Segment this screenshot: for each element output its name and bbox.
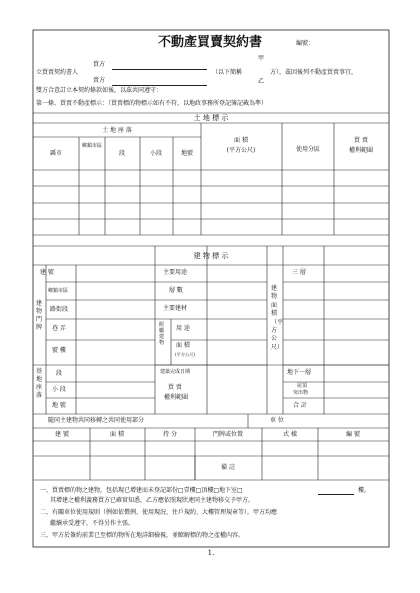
- basement-label: 地下一層: [287, 369, 312, 376]
- land-section-header: 土 地 標 示: [193, 114, 229, 122]
- base-section-label: 段: [56, 370, 63, 377]
- attached-area-label: 面 積: [176, 342, 190, 349]
- note-1-text-2: 其增建之權利義務買方已確實知悉，乙方應依照現狀連同主建物移交予甲方。: [50, 497, 255, 504]
- land-col-rights-2: 權利範圍: [348, 147, 374, 154]
- parking-label: 車 位: [270, 417, 284, 424]
- article-1-text: 第一條、買賣不動產標示：（買賣標的物標示如有不符，以地政事務所登記簿記載為準）: [36, 100, 268, 107]
- short-name-end-text: 方），茲因後列不動產買賣事宜，: [270, 69, 358, 76]
- note-1-text-end: 樓，: [358, 487, 371, 494]
- building-section-header: 建 物 標 示: [193, 252, 229, 260]
- land-location-group: 土 地 座 落: [102, 127, 132, 134]
- land-col-subsection: 小段: [149, 150, 163, 157]
- rooftop-label: 屋頂: [297, 383, 308, 389]
- shared-col-style: 式 樣: [283, 431, 297, 438]
- seller-label: 賣方: [93, 77, 106, 84]
- door-plate-label: 建物門牌: [36, 300, 43, 332]
- material-label: 主要建材: [163, 305, 188, 312]
- main-use-label: 主要用途: [163, 269, 188, 276]
- agreement-text: 雙方合意訂立本契約條款如後，以茲共同遵守：: [36, 87, 163, 94]
- land-col-township: 鄉鎮市區: [81, 143, 103, 149]
- shared-col-location: 門牌或位置: [212, 431, 244, 438]
- base-lot-no-label: 地 號: [52, 402, 66, 409]
- note-2-text: 二、有關車位使用規則（例如依慣例、使用現況、住戶規約、大樓管理規章等），甲方均應: [40, 509, 278, 516]
- door-road-label: 路街段: [50, 306, 69, 313]
- remarks-label: 備 註: [221, 464, 235, 471]
- contract-party-label: 立買賣契約書人: [36, 69, 79, 76]
- seller-name-blank: [112, 85, 207, 86]
- door-township-label: 鄉鎮市區: [48, 288, 69, 294]
- building-rights-label: 買 賣: [168, 384, 182, 391]
- land-col-county: 縣市: [49, 150, 63, 157]
- building-area-label: 建物面積（平方公尺）: [271, 285, 284, 351]
- shared-col-share: 持 分: [163, 431, 177, 438]
- land-col-area: 面 積: [234, 137, 248, 144]
- rooftop-label-2: 突出物: [293, 390, 309, 396]
- shared-col-area: 面 積: [110, 431, 124, 438]
- document-title: 不動產買賣契約書: [157, 35, 263, 50]
- party-b-label: 乙: [258, 78, 265, 85]
- door-lane-label: 巷 弄: [52, 325, 66, 332]
- base-subsection-label: 小 段: [52, 386, 66, 393]
- base-lot-label: 基地座落: [36, 368, 43, 400]
- land-col-section: 段: [118, 150, 126, 157]
- completion-date-label: 建築完成日期: [160, 369, 191, 375]
- note-2-text-2: 繼續承受遵守，不得另作主張。: [50, 520, 135, 527]
- shared-col-building-no: 建 號: [55, 431, 69, 438]
- buyer-label: 買方: [93, 61, 106, 68]
- note-3-text: 三、甲方於簽約前業已至標的物所在地詳細檢視，並瞭解標的物之產權內容。: [40, 532, 245, 539]
- party-a-label: 甲: [258, 55, 265, 62]
- door-number-label: 號 樓: [52, 347, 66, 354]
- land-col-lot-no: 地號: [180, 150, 194, 157]
- floors-label: 層 數: [169, 287, 183, 294]
- land-col-area-unit: (平方公尺): [226, 147, 256, 154]
- land-col-rights: 買 賣: [354, 137, 368, 144]
- serial-label: 編號：: [296, 40, 315, 47]
- note-1-floor-blank: [318, 494, 354, 495]
- building-rights-label-2: 權利範圍: [164, 394, 189, 401]
- building-no-label: 建 號: [40, 269, 54, 276]
- shared-col-number: 編 號: [346, 431, 360, 438]
- shared-part-label: 隨同主建物共同移轉之共同使用部分: [48, 417, 145, 424]
- short-name-text: （以下簡稱: [212, 69, 243, 76]
- buyer-name-blank: [112, 69, 207, 70]
- attached-area-unit: (平方公尺): [175, 352, 196, 357]
- total-label: 合 計: [293, 402, 307, 409]
- note-1-text: 一、買賣標的物之建物，包括現已增建而未登記部份□壹樓□頂樓□地下室□: [40, 487, 243, 494]
- third-floor-label: 三 層: [292, 269, 306, 276]
- land-col-zoning: 使用分區: [295, 146, 321, 153]
- attached-building-label: 附屬建物: [159, 322, 165, 346]
- page-number: 1.: [207, 549, 215, 557]
- attached-purpose-label: 用 途: [176, 325, 190, 332]
